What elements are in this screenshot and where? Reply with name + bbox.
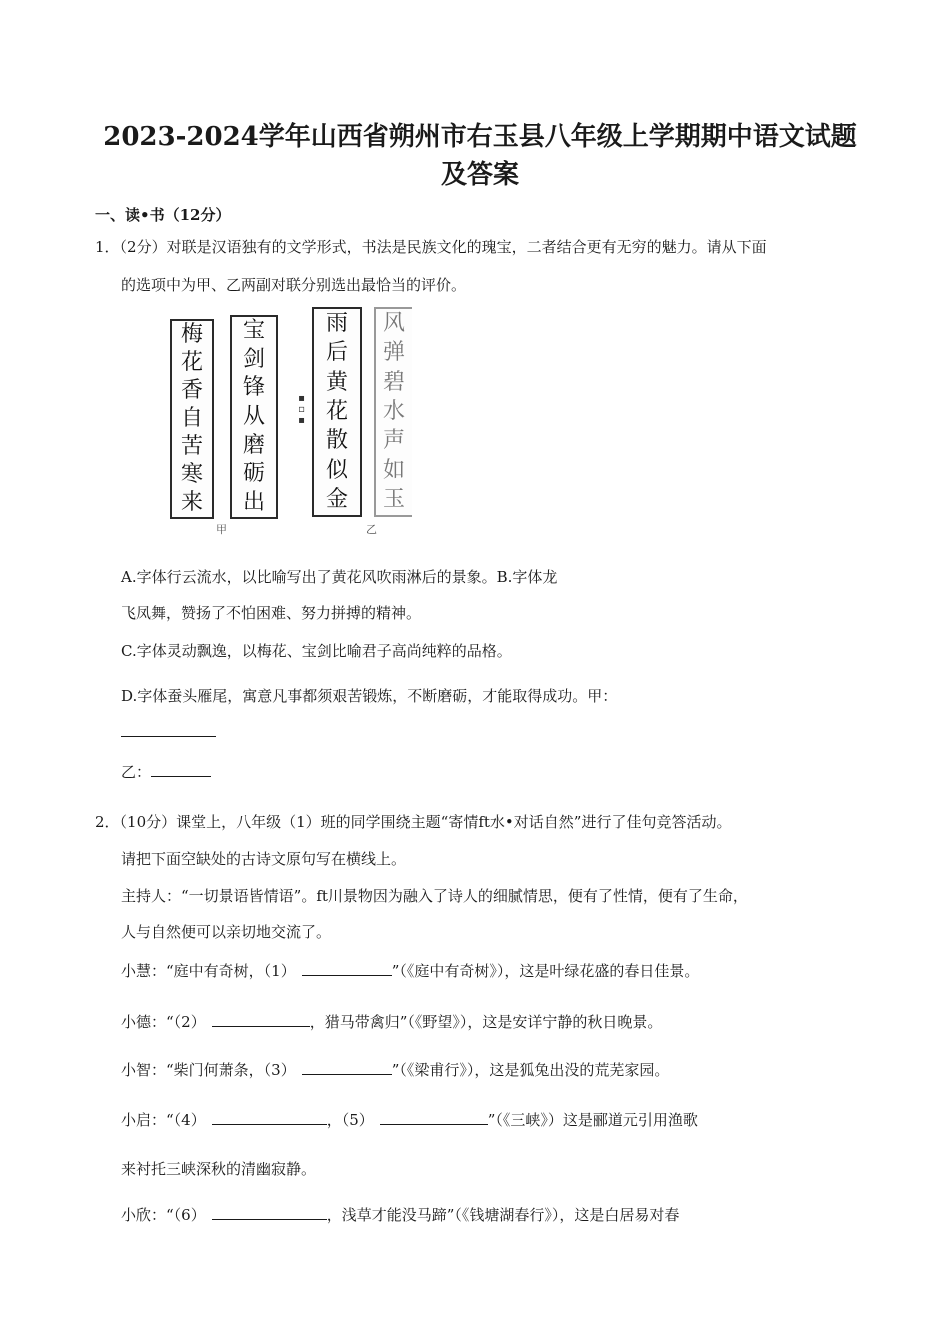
question-1-text: 1．（2分）对联是汉语独有的文学形式，书法是民族文化的瑰宝，二者结合更有无穷的魅力。请从下面 — [95, 238, 767, 256]
label-jia: 甲 — [216, 523, 227, 536]
question-2-text: 2．（10分）课堂上，八年级（1）班的同学围绕主题“寄情ft水•对话自然”进行了佳句竞答活动。 — [95, 813, 732, 831]
fill-line-3: 小智：“柴门何萧条，（3） ”（《梁甫行》），这是狐兔出没的荒芜家园。 — [121, 1061, 670, 1079]
couplet-jia-right: 宝 剑 锋 从 磨 砺 出 — [230, 315, 278, 519]
host-text-cont: 人与自然便可以亲切地交流了。 — [121, 923, 332, 941]
seal-mark: ▪▫▪ — [296, 393, 307, 426]
option-d: D.字体蚕头雁尾，寓意凡事都须艰苦锻炼，不断磨砺，才能取得成功。甲： — [121, 687, 618, 705]
answer-blank[interactable] — [151, 762, 211, 777]
question-2-text-cont: 请把下面空缺处的古诗文原句写在横线上。 — [121, 850, 407, 868]
couplet-jia-left: 梅 花 香 自 苦 寒 来 — [170, 319, 214, 519]
answer-blank[interactable] — [212, 1012, 310, 1027]
option-a: A.字体行云流水，以比喻写出了黄花风吹雨淋后的景象。B.字体龙 — [121, 568, 558, 586]
fill-line-2: 小德：“（2） ，猎马带禽归”（《野望》），这是安详宁静的秋日晚景。 — [121, 1013, 663, 1031]
couplet-yi-left: 雨 后 黄 花 散 似 金 — [312, 307, 362, 517]
question-1-text-cont: 的选项中为甲、乙两副对联分别选出最恰当的评价。 — [121, 276, 467, 294]
answer-blank[interactable] — [302, 961, 392, 976]
fill-line-1: 小慧：“庭中有奇树，（1） ”（《庭中有奇树》），这是叶绿花盛的春日佳景。 — [121, 962, 700, 980]
answer-blank[interactable] — [121, 722, 216, 737]
option-b-cont: 飞凤舞，赞扬了不怕困难、努力拼搏的精神。 — [121, 604, 422, 622]
couplet-yi-right: 风 弹 碧 水 声 如 玉 — [374, 307, 412, 517]
answer-blank[interactable] — [380, 1110, 488, 1125]
answer-jia-line[interactable] — [121, 722, 216, 742]
label-yi: 乙 — [366, 523, 377, 536]
page-title: 2023-2024学年山西省朔州市右玉县八年级上学期期中语文试题及答案 — [103, 122, 857, 190]
answer-blank[interactable] — [302, 1060, 392, 1075]
fill-line-4-cont: 来衬托三峡深秋的清幽寂静。 — [121, 1160, 317, 1178]
section-heading: 一、读•书（12分） — [95, 206, 231, 224]
host-text: 主持人：“一切景语皆情语”。ft川景物因为融入了诗人的细腻情思，便有了性情，便有了生命， — [121, 887, 748, 905]
fill-line-4: 小启：“（4） ，（5） ”（《三峡》）这是郦道元引用渔歌 — [121, 1111, 698, 1129]
fill-line-5: 小欣：“（6） ，浅草才能没马蹄”（《钱塘湖春行》），这是白居易对春 — [121, 1206, 680, 1224]
answer-yi-line: 乙： — [121, 762, 211, 782]
couplet-image — [160, 305, 420, 545]
option-c: C.字体灵动飘逸，以梅花、宝剑比喻君子高尚纯粹的品格。 — [121, 642, 512, 660]
answer-blank[interactable] — [212, 1110, 327, 1125]
answer-blank[interactable] — [212, 1205, 327, 1220]
